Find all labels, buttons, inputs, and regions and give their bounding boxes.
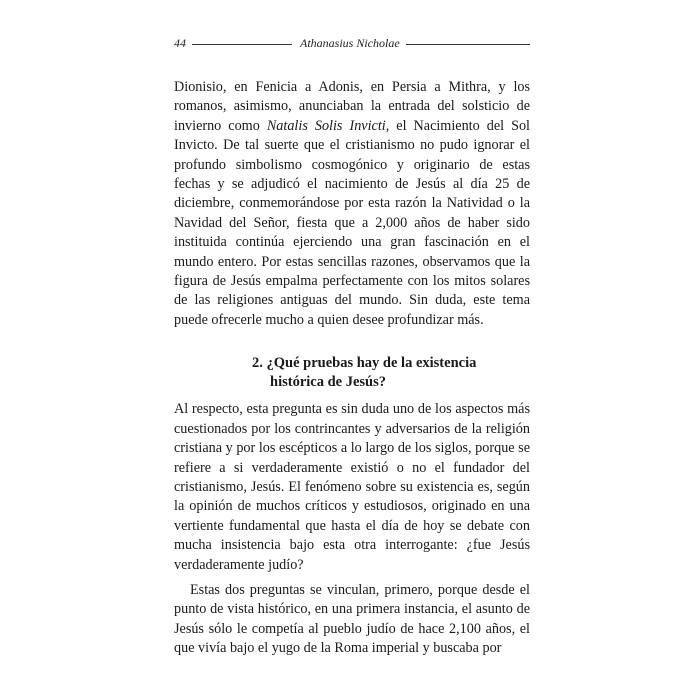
paragraph-1-text-b: el Nacimiento del Sol Invicto. De tal suerte que el cristianismo no pudo ignorar el profundo simbolismo cosmogónico y originario de estas fechas y se adjudicó el nacimiento de Jesús al día 25 de diciembre, conmemorándose por esta razón la Natividad o la Navidad del Señor, fiesta que a 2,000 años de haber sido instituida continúa ejerciendo una gran fascinación en el mundo entero. Por estas sencillas razones, observamos que la figura de Jesús empalma perfectamente con los mitos solares de las religiones antiguas del mundo. Sin duda, este tema puede ofrecerle mucho a quien desee profundizar más. [174,117,530,328]
page-number: 44 [174,36,186,50]
section-heading-line-1: 2. ¿Qué pruebas hay de la existencia [252,355,477,372]
body-text [174,78,530,659]
book-page [174,36,530,659]
latin-phrase: Natalis Solis Invicti, [266,117,390,134]
paragraph-2: Al respecto, esta pregunta es sin duda uno de los aspectos más cuestionados por los contrincantes y adversarios de la religión cristiana y por los escépticos a lo largo de los siglos, porque se refiere a si verdaderamente existió o no el fundador del cristianismo, Jesús. El fenómeno sobre su existencia es, según la opinión de muchos críticos y estudiosos, originado en una vertiente fundamental que hasta el día de hoy se debate con mucha insistencia bajo esta otra interrogante: ¿fue Jesús verdaderamente judío? [174,401,530,573]
section-heading-line-2: histórica de Jesús? [270,374,386,391]
paragraph-1 [174,78,530,330]
running-header [174,36,530,54]
section-heading [174,354,530,392]
header-rule-left [192,44,292,45]
header-rule-right [406,44,530,45]
running-author: Athanasius Nicholae [300,36,400,50]
paragraph-3: Estas dos preguntas se vinculan, primero, porque desde el punto de vista histórico, en una primera instancia, el asunto de Jesús sólo le competía al pueblo judío de hace 2,100 años, el que vivía bajo el yugo de la Roma imperial y buscaba por [174,581,530,657]
paragraph-1-text-a: Dionisio, en Fenicia a Adonis, en Persia a Mithra, y los romanos, asimismo, anunciaban la entrada del solsticio de invierno como [174,79,530,134]
